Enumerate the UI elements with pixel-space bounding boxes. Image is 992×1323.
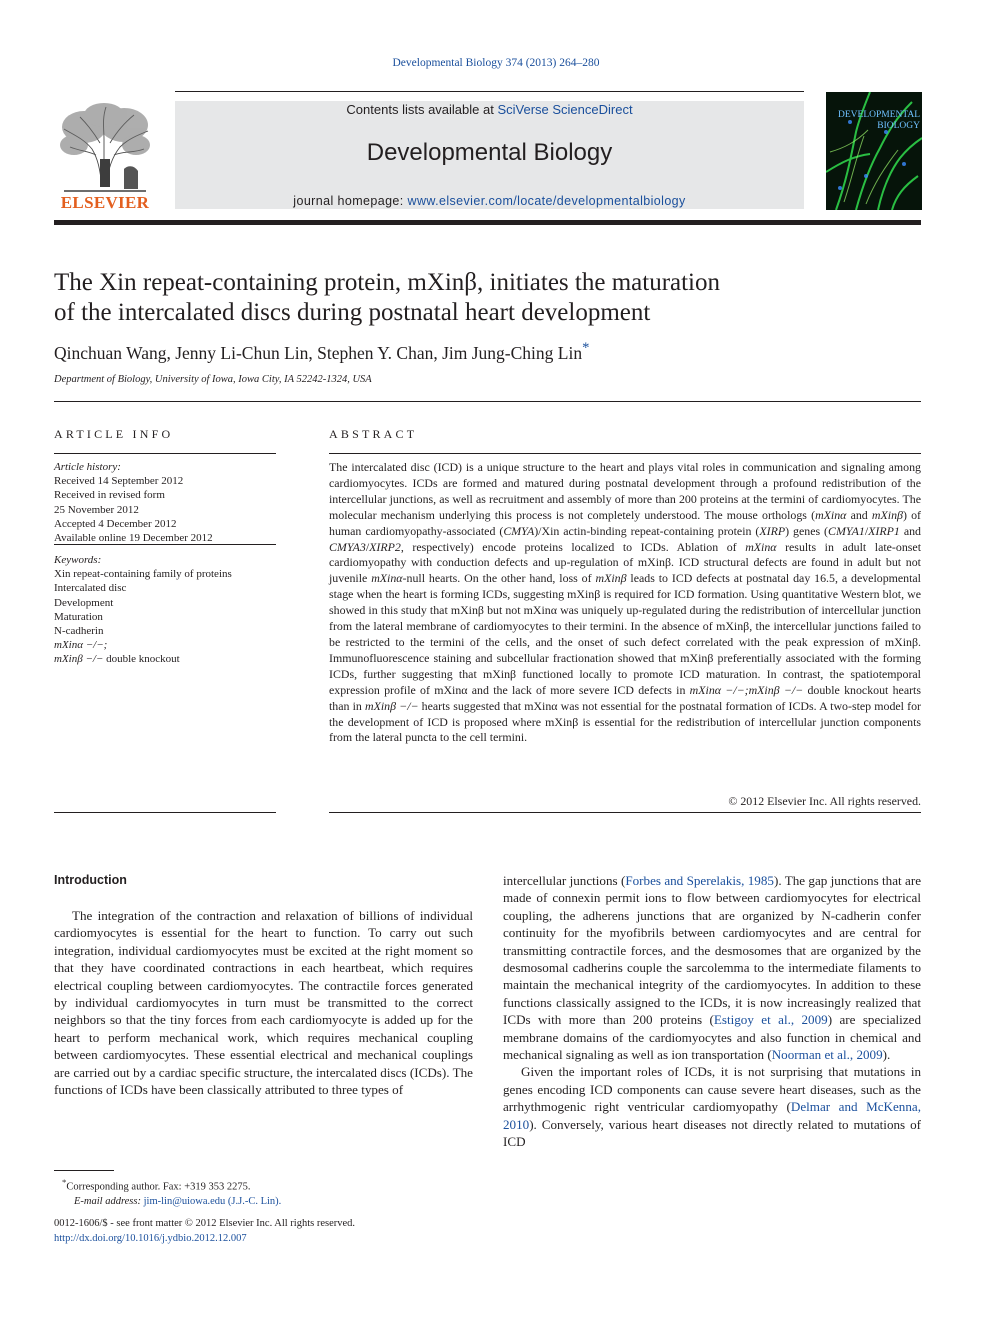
- contents-line: [175, 102, 804, 117]
- citation-link[interactable]: Estigoy et al., 2009: [713, 1012, 828, 1028]
- homepage-line: [175, 194, 804, 208]
- article-title: [54, 268, 914, 328]
- doi-link[interactable]: http://dx.doi.org/10.1016/j.ydbio.2012.12.007: [54, 1233, 247, 1244]
- title-rule: [54, 401, 921, 402]
- history-item: Available online 19 December 2012: [54, 532, 213, 545]
- journal-reference[interactable]: Developmental Biology 374 (2013) 264–280: [392, 57, 600, 69]
- keyword-item: mXinα −/−;: [54, 639, 108, 652]
- affiliation: Department of Biology, University of Iowa, Iowa City, IA 52242-1324, USA: [54, 374, 372, 385]
- article-title-line-1: The Xin repeat-containing protein, mXinβ, initiates the maturation: [54, 269, 721, 296]
- keyword-item: N-cadherin: [54, 625, 104, 638]
- corresponding-author-mark[interactable]: *: [582, 340, 590, 356]
- keyword-ko-rest: double knockout: [103, 653, 180, 666]
- abstract-bottom-rule: [329, 812, 921, 813]
- footnote-rule: [54, 1170, 114, 1171]
- intro-paragraph-2: Given the important roles of ICDs, it is not surprising that mutations in genes encoding ICD components can cause severe heart diseases, such as the arrhythmogenic right ventricular cardiomyopathy (Delmar and McKenna, 2010). Conversely, various heart diseases not directly related to mutations of ICD: [503, 1064, 921, 1150]
- article-history: [54, 460, 276, 545]
- cover-title-line-2: BIOLOGY: [877, 121, 920, 131]
- keywords-label: Keywords:: [54, 554, 102, 566]
- author-list: [54, 340, 589, 364]
- header-thick-rule: [54, 220, 921, 225]
- keyword-item: Intercalated disc: [54, 582, 127, 595]
- publication-info: [54, 1216, 494, 1246]
- article-info-heading: ARTICLE INFO: [54, 427, 174, 441]
- intro-paragraph-1-cont: intercellular junctions (Forbes and Sperelakis, 1985). The gap junctions that are made of connexin permit ions to flow between cardiomyocytes for electrical coupling, the adherens junctions that are organized by N-cadherin confer continuity for the myofibrils between cardiomyocytes and are central for transmitting contractile forces, and the desmosomes that are organized by the desmosomal cadherins couple the sarcolemma to the intermediate filaments to maintain the mechanical integrity of the cardiomyocytes. In addition to these functions classically assigned to the ICDs, it is now increasingly realized that ICDs with more than 200 proteins (Estigoy et al., 2009) are specialized membrane domains of the cardiomyocytes and also function in chemical and mechanical signaling as well as ion transportation (Noorman et al., 2009).: [503, 873, 922, 1063]
- history-item: Accepted 4 December 2012: [54, 517, 177, 530]
- article-title-line-2: of the intercalated discs during postnatal heart development: [54, 299, 651, 326]
- article-info-rule: [54, 453, 276, 454]
- keyword-ko-italic: mXinβ −/−: [54, 653, 104, 666]
- abstract-heading: ABSTRACT: [329, 427, 418, 441]
- history-rule: [54, 544, 276, 545]
- history-item: Received 14 September 2012: [54, 475, 184, 488]
- email-note: E-mail address: jim-lin@uiowa.edu (J.J.-C. Lin).: [74, 1195, 282, 1207]
- sciencedirect-link[interactable]: SciVerse ScienceDirect: [497, 102, 633, 117]
- contents-prefix: Contents lists available at: [346, 102, 498, 117]
- journal-title: Developmental Biology: [366, 139, 613, 166]
- intro-column-right: [503, 872, 921, 1151]
- homepage-link[interactable]: www.elsevier.com/locate/developmentalbiology: [407, 194, 686, 208]
- cover-title-line-1: DEVELOPMENTAL: [838, 110, 921, 120]
- keyword-item: Development: [54, 596, 114, 609]
- abstract-copyright: © 2012 Elsevier Inc. All rights reserved.: [728, 794, 921, 808]
- introduction-heading: Introduction: [54, 873, 127, 887]
- citation-link[interactable]: Delmar and McKenna, 2010: [503, 1099, 921, 1132]
- keywords: [54, 553, 276, 667]
- citation-link[interactable]: Forbes and Sperelakis, 1985: [625, 873, 774, 888]
- masthead-top-rule: [175, 91, 804, 92]
- authors-text: Qinchuan Wang, Jenny Li-Chun Lin, Stephen Y. Chan, Jim Jung-Ching Lin: [54, 342, 583, 363]
- footnotes: [62, 1175, 462, 1209]
- article-info-bottom-rule: [54, 812, 276, 813]
- intro-column-left: [54, 907, 473, 1098]
- email-link[interactable]: jim-lin@uiowa.edu (J.J.-C. Lin).: [143, 1195, 282, 1207]
- citation-link[interactable]: Noorman et al., 2009: [771, 1047, 883, 1063]
- history-item: Received in revised form: [54, 489, 165, 502]
- keyword-item: Maturation: [54, 610, 103, 623]
- issn-line: 0012-1606/$ - see front matter © 2012 Elsevier Inc. All rights reserved.: [54, 1218, 356, 1229]
- abstract-rule: [329, 453, 921, 454]
- intro-paragraph-1: The integration of the contraction and relaxation of billions of individual cardiomyocytes is essential for the heart to function. To carry out such integration, individual cardiomyocytes must be excited at the right moment so that they have coordinated contractions in each heartbeat, which requires electrical coupling between cardiomyocytes. The contractile forces generated by individual cardiomyocytes in turn must be transmitted to the correct neighbors so that the tiny forces from each cardiomyocyte is added up for the heart to perform mechanical work, which requires mechanical coupling between cardiomyocytes. These essential electrical and mechanical couplings are carried out by a cardiac specific structure, the intercalated discs (ICDs). The functions of ICDs have been classically attributed to three types of: [54, 908, 473, 1098]
- cover-title: [838, 110, 920, 132]
- abstract-text: The intercalated disc (ICD) is a unique structure to the heart and plays vital roles in communication and signaling among cardiomyocytes. ICDs are formed and matured during postnatal development through a profound redistribution of the intercellular junctions, as well as recruitment and assembly of more than 200 proteins at the termini of cardiomyocytes. The molecular mechanism underlying this process is not completely understood. The mouse orthologs (mXinα and mXinβ) of human cardiomyopathy-associated (CMYA)/Xin actin-binding repeat-containing protein (XIRP) genes (CMYA1/XIRP1 and CMYA3/XIRP2, respectively) encode proteins localized to ICDs. Ablation of mXinα results in adult late-onset cardiomyopathy with conduction defects and up-regulation of mXinβ. ICD structural defects are found in adult but not juvenile mXinα-null hearts. On the other hand, loss of mXinβ leads to ICD defects at postnatal day 16.5, a developmental stage when the heart is forming ICDs, suggesting mXinβ is required for ICD formation. Using quantitative Western blot, we showed in this study that mXinβ but not mXinα was uniquely up-regulated during the redistribution of intercellular junction from the lateral membrane of cardiomyocytes to their termini. In the absence of mXinβ, the intercellular junctions failed to be restricted to the termini of the cells, and the onset of such defect correlated with the peak expression of mXinβ. Immunofluorescence staining and subcellular fractionation showed that mXinβ preferentially associated with the forming ICDs, further suggesting that mXinβ functioned locally to promote ICD maturation. In contrast, the spatiotemporal expression profile of mXinα and the lack of more severe ICD defects in mXinα −/−;mXinβ −/− double knockout hearts than in mXinβ −/− hearts suggested that mXinα was not essential for the postnatal formation of ICDs. A two-step model for the development of ICD is proposed where mXinβ is essential for the redistribution of intercellular junction components from the lateral puncta to the cell termini.: [329, 460, 921, 745]
- corresponding-author-note: *Corresponding author. Fax: +319 353 2275.: [62, 1177, 251, 1193]
- homepage-prefix: journal homepage:: [293, 194, 408, 208]
- history-item: 25 November 2012: [54, 503, 139, 516]
- history-label: Article history:: [54, 461, 121, 473]
- keyword-item: [54, 652, 276, 666]
- keyword-item: Xin repeat-containing family of proteins: [54, 568, 232, 581]
- publisher-wordmark[interactable]: ELSEVIER: [60, 193, 150, 212]
